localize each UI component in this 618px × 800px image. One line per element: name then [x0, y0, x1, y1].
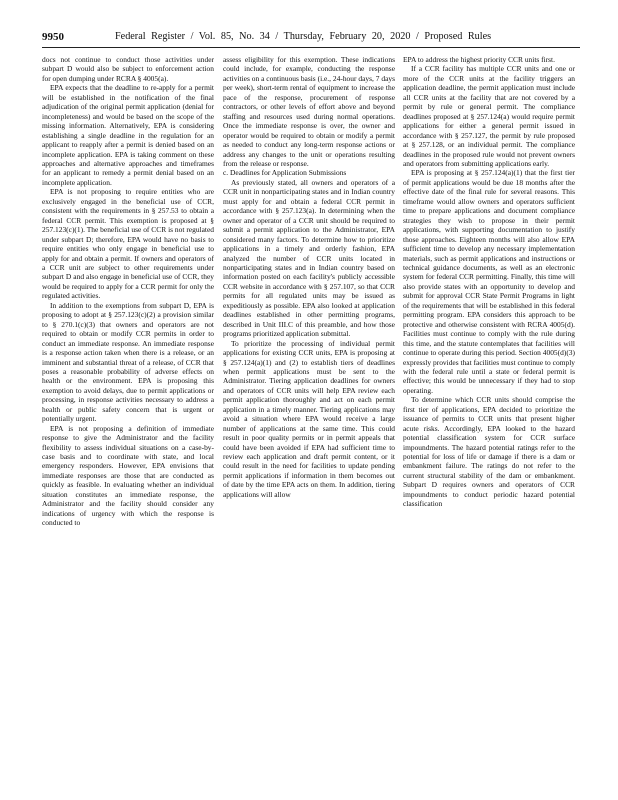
column-middle [223, 55, 395, 499]
paragraph: EPA is proposing at § 257.124(a)(1) that the first tier of permit applications would be due 18 months after the effective date of the final rule for several reasons. This timeframe would allow owners and operators sufficient time to prepare applications and document compliance strategies they wish to propose in their permit applications, with supporting documentation to justify those approaches. Eighteen months will also allow EPA sufficient time to develop any necessary implementation materials, such as permit applications and instructions or technical guidance documents, as well as an electronic system for federal CCR permitting. Finally, this time will also provide states with an opportunity to develop and submit for approval CCR State Permit Programs in light of the requirements that will be established in this federal permitting program. EPA considers this approach to be protective and otherwise consistent with RCRA 4005(d). Facilities must continue to comply with the rule during this time, and the statute contemplates that facilities will continue to operate during this period. Section 4005(d)(3) expressly provides that facilities must continue to comply with the federal rule until a state or federal permit is effective; this would be unnecessary if they had to stop operating. [403, 168, 575, 395]
paragraph: As previously stated, all owners and operators of a CCR unit in nonparticipating states and in Indian country must apply for and obtain a federal CCR permit in accordance with § 257.123(a). In determining when the owner and operator of a CCR unit should be required to submit a permit application to the Administrator, EPA considered many factors. To determine how to prioritize applications in a timely and orderly fashion, EPA analyzed the number of CCR units located in nonparticipating states and in Indian country based on information posted on each facility's publicly accessible CCR website in accordance with § 257.107, so that CCR permits for all regulated units may be issued as expeditiously as possible. EPA also looked at application deadlines established in other permitting programs, described in Unit III.C of this preamble, and how those programs prioritized application submittal. [223, 177, 395, 339]
column-left [42, 55, 214, 528]
section-heading: c. Deadlines for Application Submissions [223, 168, 347, 178]
page-header [42, 31, 580, 45]
paragraph: EPA expects that the deadline to re-apply for a permit will be established in the notification of the final adjudication of the original permit application (denial for incompleteness) and would be based on the scope of the missing information. Alternatively, EPA is considering establishing a single deadline in the regulation for an applicant to reapply after a permit is denied based on an incomplete application. EPA is taking comment on these approaches and alternative approaches and timeframes for an applicant to remedy a permit denial based on an incomplete application. [42, 83, 214, 187]
paragraph: In addition to the exemptions from subpart D, EPA is proposing to adopt at § 257.123(c)(2) a provision similar to § 270.1(c)(3) that owners and operators are not required to obtain or modify CCR permits in order to conduct an immediate response. An immediate response is a response action taken when there is a release, or an imminent and substantial threat of a release, of CCR that poses a reasonable probability of adverse effects on health or the environment. EPA is proposing this exemption to avoid delays, due to permit applications or processing, in response activities necessary to address a health or public safety concern that is urgent or potentially urgent. [42, 300, 214, 424]
running-head: Federal Register / Vol. 85, No. 34 / Thursday, February 20, 2020 / Proposed Rules [115, 31, 492, 42]
paragraph: docs not continue to conduct those activities under subpart D would also be subject to enforcement action for open dumping under RCRA § 4005(a). [42, 55, 214, 83]
paragraph: assess eligibility for this exemption. These indications could include, for example, conducting the response activities on a continuous basis (i.e., 24-hour days, 7 days per week), short-term rental of equipment to increase the pace of the response, procurement of response contractors, or other levels of effort above and beyond staffing and resources used during normal operations. Once the immediate response is over, the owner and operator would be required to obtain or modify a permit as needed to conduct any long-term response actions or address any changes to the unit or operations resulting from the release or response. [223, 55, 395, 168]
paragraph: EPA is not proposing a definition of immediate response to give the Administrator and the facility flexibility to assess individual situations on a case-by-case basis and to coordinate with state, and local emergency responders. However, EPA envisions that immediate responses are those that are conducted as quickly as feasible. In evaluating whether an individual situation constitutes an immediate response, the Administrator and the facility should consider any indications of urgency with which the response is conducted to [42, 423, 214, 528]
paragraph: To prioritize the processing of individual permit applications for existing CCR units, EPA is proposing at § 257.124(a)(1) and (2) to establish tiers of deadlines when permit applications must be sent to the Administrator. Tiering application deadlines for owners and operators of CCR units will help EPA review each permit application thoroughly and act on each permit application in a timely manner. Tiering applications may avoid a situation where EPA would receive a large number of applications at the same time. This could result in poor quality permits or in permit appeals that could have been avoided if EPA had sufficient time to review each application and draft permit content, or it could result in the need for facilities to update pending permit applications if information in them becomes out of date by the time EPA acts on them. In addition, tiering applications will allow [223, 338, 395, 499]
page-number: 9950 [42, 31, 64, 43]
paragraph: EPA to address the highest priority CCR units first. [403, 55, 555, 64]
paragraph: If a CCR facility has multiple CCR units and one or more of the CCR units at the facility triggers an application deadline, the permit application must include all CCR units at the facility that are not covered by a permit by rule or general permit. The compliance deadlines proposed at § 257.124(a) would require permit applications for either a general permit issued in accordance with § 257.127, the permit by rule proposed at § 257.128, or an individual permit. The compliance deadlines in the proposed rule would not prevent owners and operators from submitting applications early. [403, 64, 575, 168]
header-rule [42, 47, 580, 48]
paragraph: To determine which CCR units should comprise the first tier of applications, EPA decided to prioritize the issuance of permits to CCR units that present higher acute risks. Accordingly, EPA looked to the hazard potential classification system for CCR surface impoundments. The hazard potential ratings refer to the potential for loss of life or damage if there is a dam or embankment failure. The ratings do not refer to the current structural stability of the dam or embankment. Subpart D requires owners and operators of CCR impoundments to conduct periodic hazard potential classification [403, 395, 575, 509]
column-right [403, 55, 575, 509]
paragraph: EPA is not proposing to require entities who are exclusively engaged in the beneficial use of CCR, consistent with the requirements in § 257.53 to obtain a federal CCR permit. This exemption is proposed at § 257.123(c)(1). The beneficial use of CCR is not regulated under subpart D; therefore, EPA would have no basis to require entities who only engage in beneficial use to apply for and obtain a permit. If owners and operators of a CCR unit are subject to other requirements under subpart D and also engage in beneficial use of CCR, they would be required to apply for a CCR permit for only the regulated activities. [42, 187, 214, 301]
